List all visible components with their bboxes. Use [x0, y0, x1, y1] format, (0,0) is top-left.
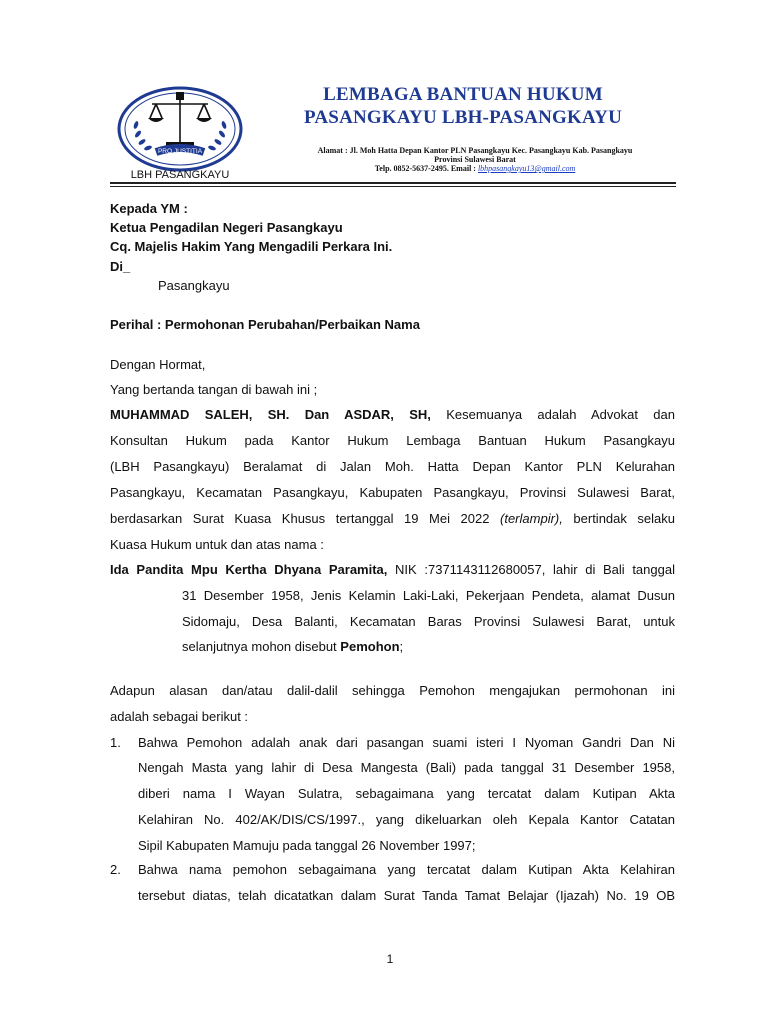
para2-line4: selanjutnya mohon disebut Pemohon; [182, 639, 404, 654]
item1-line2: Nengah Masta yang lahir di Desa Mangesta (Bali) pada tanggal 31 Desember 1958, [138, 760, 675, 775]
para2-line3: Sidomaju, Desa Balanti, Kecamatan Baras Provinsi Sulawesi Barat, untuk [182, 614, 675, 629]
item2-line1: Bahwa nama pemohon sebagaimana yang tercatat dalam Kutipan Akta Kelahiran [138, 862, 675, 877]
contact-line [270, 164, 680, 174]
recipient-line2: Ketua Pengadilan Negeri Pasangkayu [110, 220, 343, 235]
header-rule-thin [110, 186, 676, 187]
org-title-line2: PASANGKAYU LBH-PASANGKAYU [303, 107, 622, 128]
para1-line6: Kuasa Hukum untuk dan atas nama : [110, 537, 324, 552]
address-line2: Provinsi Sulawesi Barat [434, 155, 516, 164]
header-rule-thick [110, 182, 676, 184]
logo-name-text: LBH PASANGKAYU [130, 169, 230, 181]
recipient-line3: Cq. Majelis Hakim Yang Mengadili Perkara Ini. [110, 239, 393, 254]
address-line1: Alamat : Jl. Moh Hatta Depan Kantor PLN Pasangkayu Kec. Pasangkayu Kab. Pasangkayu [317, 146, 633, 155]
item1-line3: diberi nama I Wayan Sulatra, sebagaimana yang tercatat dalam Kutipan Akta [138, 786, 675, 801]
page-number: 1 [386, 952, 394, 966]
item1-line5: Sipil Kabupaten Mamuju pada tanggal 26 November 1997; [138, 838, 476, 853]
logo-arc-text: PRO JUSTITIA [157, 148, 203, 155]
para3-line2: adalah sebagai berikut : [110, 709, 249, 724]
para1-line1: MUHAMMAD SALEH, SH. Dan ASDAR, SH, Kesemuanya adalah Advokat dan [110, 407, 675, 422]
petitioner-name: Ida Pandita Mpu Kertha Dhyana Paramita, [110, 562, 388, 577]
subject-line: Perihal : Permohonan Perubahan/Perbaikan Nama [110, 317, 420, 332]
para1-line2: Konsultan Hukum pada Kantor Hukum Lembaga Bantuan Hukum Pasangkayu [110, 433, 675, 448]
lbh-logo [116, 84, 244, 184]
para1-line3: (LBH Pasangkayu) Beralamat di Jalan Moh. Hatta Depan Kantor PLN Kelurahan [110, 459, 675, 474]
para2-line2: 31 Desember 1958, Jenis Kelamin Laki-Laki, Pekerjaan Pendeta, alamat Dusun [182, 588, 675, 603]
item1-line4: Kelahiran No. 402/AK/DIS/CS/1997., yang dikeluarkan oleh Kepala Kantor Catatan [138, 812, 675, 827]
item2-number: 2. [110, 862, 121, 877]
para2-line1: Ida Pandita Mpu Kertha Dhyana Paramita, NIK :7371143112680057, lahir di Bali tanggal [110, 562, 675, 577]
item2-line2: tersebut diatas, telah dicatatkan dalam Surat Tanda Tamat Belajar (Ijazah) No. 19 OB [138, 888, 675, 903]
para1-line5: berdasarkan Surat Kuasa Khusus tertanggal 19 Mei 2022 (terlampir), bertindak selaku [110, 511, 675, 526]
item1-number: 1. [110, 735, 121, 750]
para3-line1: Adapun alasan dan/atau dalil-dalil sehingga Pemohon mengajukan permohonan ini [110, 683, 675, 698]
item1-line1: Bahwa Pemohon adalah anak dari pasangan suami isteri I Nyoman Gandri Dan Ni [138, 735, 675, 750]
recipient-line1: Kepada YM : [110, 201, 188, 216]
email-link[interactable]: lbhpasangkayu13@gmail.com [477, 164, 576, 173]
phone-text: Telp. 0852-5637-2495. Email : [374, 164, 476, 173]
greeting: Dengan Hormat, [110, 357, 206, 372]
org-title-line1: LEMBAGA BANTUAN HUKUM [323, 84, 603, 105]
recipient-city: Pasangkayu [158, 278, 230, 293]
recipient-line4: Di_ [110, 259, 131, 274]
advocates-names: MUHAMMAD SALEH, SH. Dan ASDAR, SH, [110, 407, 431, 422]
para1-line4: Pasangkayu, Kecamatan Pasangkayu, Kabupaten Pasangkayu, Provinsi Sulawesi Barat, [110, 485, 675, 500]
intro-line: Yang bertanda tangan di bawah ini ; [110, 382, 318, 397]
